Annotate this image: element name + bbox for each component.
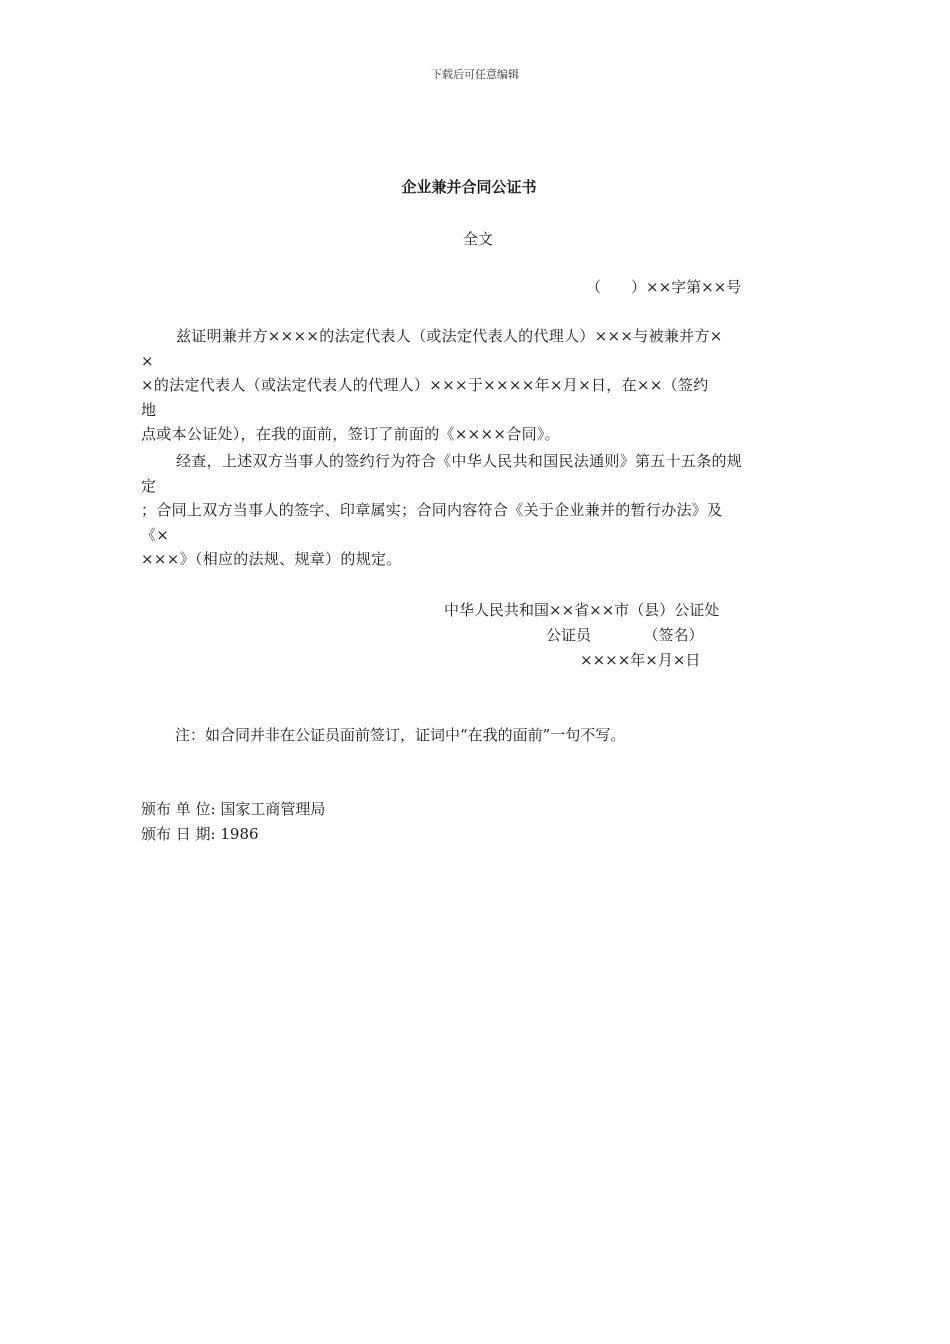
paragraph-line: 点或本公证处），在我的面前，签订了前面的《××××合同》。 bbox=[141, 425, 560, 443]
paragraph-line: 定 bbox=[141, 476, 157, 495]
notary-office: 中华人民共和国××省××市（县）公证处 bbox=[444, 601, 720, 619]
document-subtitle: 全文 bbox=[462, 230, 493, 248]
paragraph-line: 地 bbox=[141, 400, 157, 419]
paragraph-line: 经查，上述双方当事人的签约行为符合《中华人民共和国民法通则》第五十五条的规 bbox=[176, 452, 743, 470]
issue-date: 颁布 日 期: 1986 bbox=[141, 825, 259, 843]
paragraph-line: ×××》（相应的法规、规章）的规定。 bbox=[141, 550, 402, 568]
signature-date: ××××年×月×日 bbox=[580, 651, 701, 669]
issuing-unit: 颁布 单 位: 国家工商管理局 bbox=[141, 800, 326, 818]
paragraph-verification bbox=[141, 449, 811, 572]
paragraph-certification bbox=[141, 324, 811, 447]
paragraph-line: 《× bbox=[141, 525, 170, 544]
paragraph-line: ×的法定代表人（或法定代表人的代理人）×××于××××年×月×日，在××（签约 bbox=[141, 376, 709, 394]
document-title: 企业兼并合同公证书 bbox=[401, 178, 537, 196]
paragraph-line: 兹证明兼并方××××的法定代表人（或法定代表人的代理人）×××与被兼并方× bbox=[176, 327, 723, 345]
document-note: 注：如合同并非在公证员面前签订，证词中“在我的面前”一句不写。 bbox=[175, 726, 626, 744]
document-number: （ ）××字第××号 bbox=[586, 278, 742, 296]
notary-officer-signature: 公证员 （签名） bbox=[546, 626, 704, 644]
paragraph-line: × bbox=[141, 351, 154, 370]
paragraph-line: ；合同上双方当事人的签字、印章属实；合同内容符合《关于企业兼并的暂行办法》及 bbox=[141, 501, 723, 519]
header-note: 下载后可任意编辑 bbox=[431, 68, 519, 81]
